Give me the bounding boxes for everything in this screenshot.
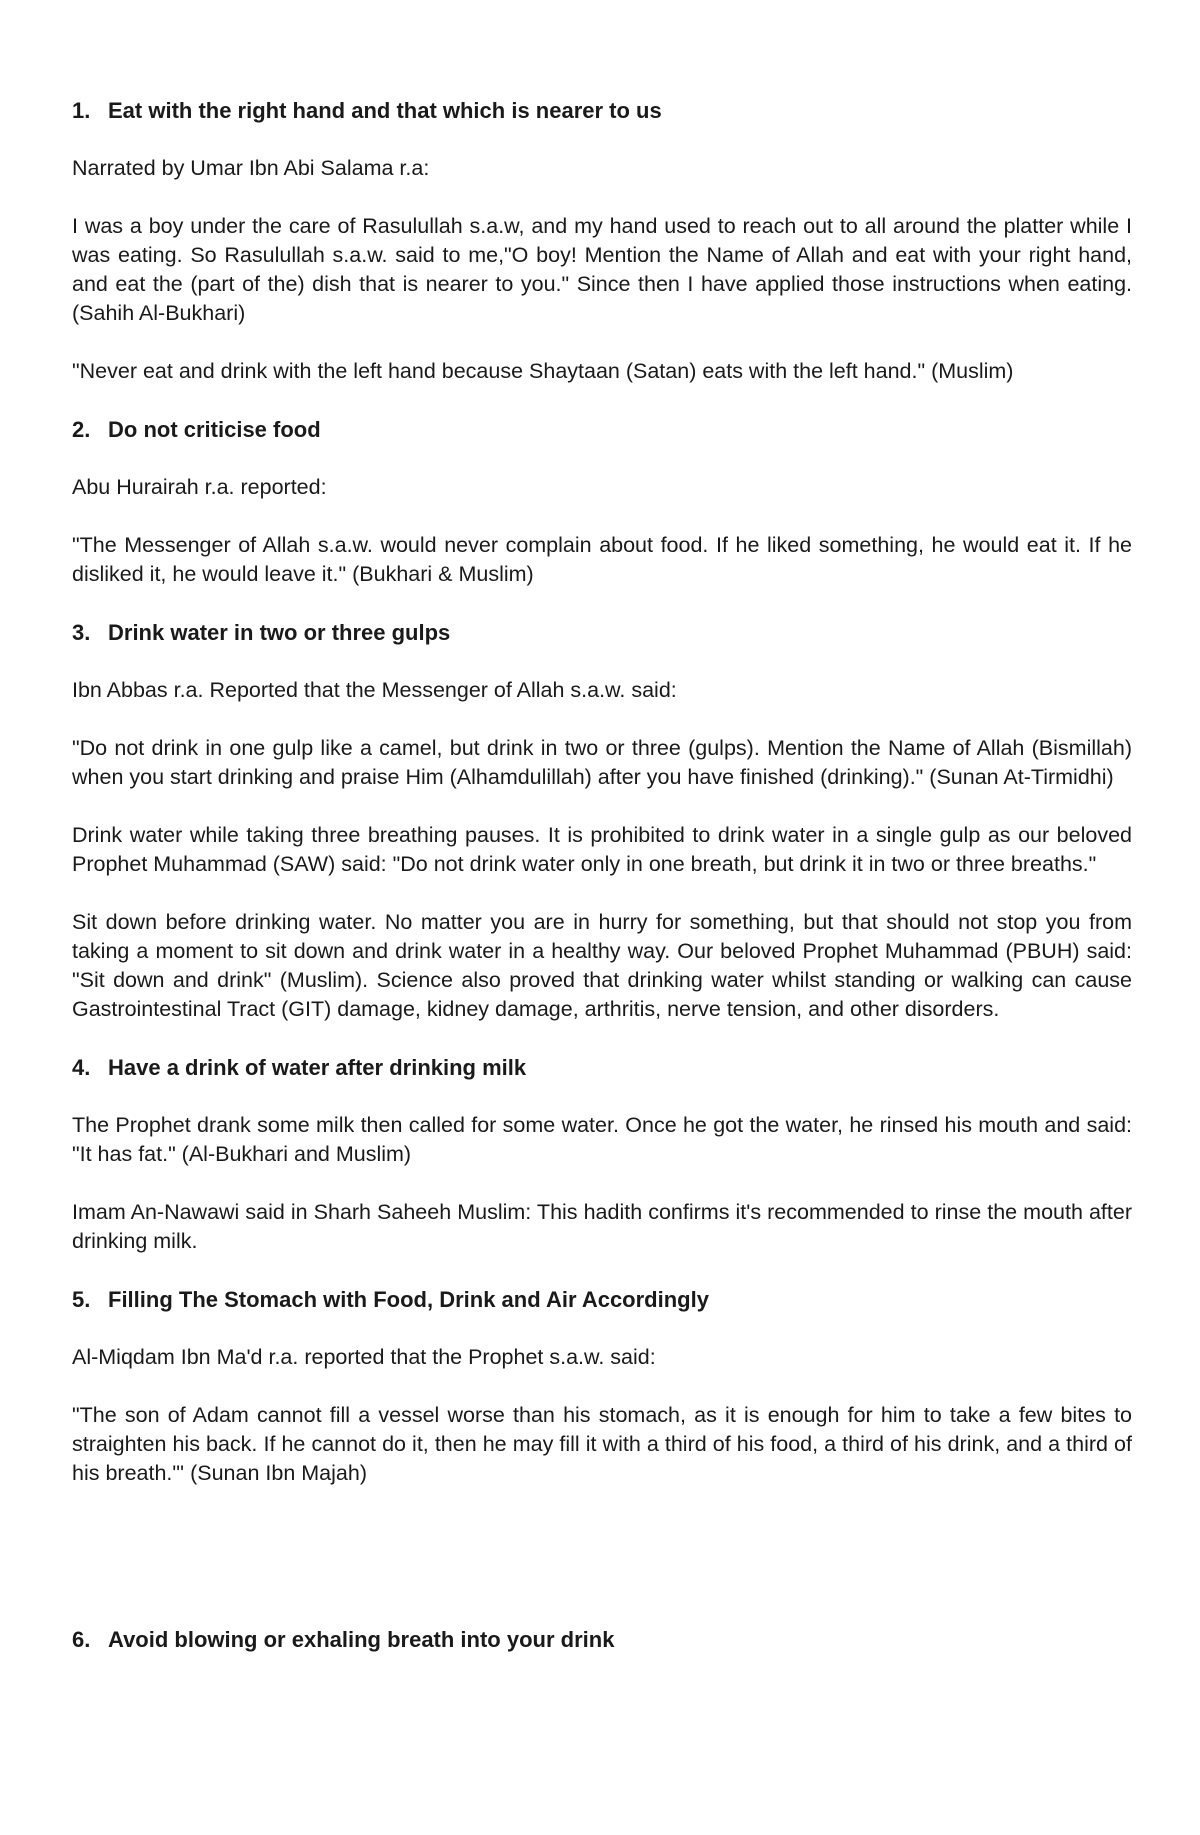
paragraph: Al-Miqdam Ibn Ma'd r.a. reported that the Prophet s.a.w. said: [72,1345,656,1369]
paragraph: "Do not drink in one gulp like a camel, but drink in two or three (gulps). Mention the Name of Allah (Bismillah) when you start drinking and praise Him (Alhamdulillah) after you have finished (drinking)." (Sunan At-Tirmidhi) [72,736,1132,789]
section-title: Avoid blowing or exhaling breath into your drink [108,1627,615,1652]
section-number: 1. [72,98,91,123]
document-page [72,96,1132,1683]
spacer [72,1517,1132,1625]
paragraph: The Prophet drank some milk then called for some water. Once he got the water, he rinsed his mouth and said: "It has fat." (Al-Bukhari and Muslim) [72,1113,1132,1166]
section-title: Eat with the right hand and that which is nearer to us [108,98,662,123]
section-3-heading [72,618,1132,648]
paragraph: "Never eat and drink with the left hand because Shaytaan (Satan) eats with the left hand." (Muslim) [72,359,1014,383]
paragraph: I was a boy under the care of Rasulullah s.a.w, and my hand used to reach out to all around the platter while I was eating. So Rasulullah s.a.w. said to me,"O boy! Mention the Name of Allah and eat with your right hand, and eat the (part of the) dish that is nearer to you." Since then I have applied those instructions when eating. (Sahih Al-Bukhari) [72,214,1132,325]
section-number: 2. [72,417,91,442]
section-title: Have a drink of water after drinking milk [108,1055,527,1080]
section-5-heading [72,1285,1132,1315]
paragraph: Abu Hurairah r.a. reported: [72,475,327,499]
section-2-heading [72,415,1132,445]
paragraph: "The Messenger of Allah s.a.w. would never complain about food. If he liked something, he would eat it. If he disliked it, he would leave it." (Bukhari & Muslim) [72,533,1132,586]
section-number: 5. [72,1287,91,1312]
paragraph: Sit down before drinking water. No matter you are in hurry for something, but that should not stop you from taking a moment to sit down and drink water in a healthy way. Our beloved Prophet Muhammad (PBUH) said: "Sit down and drink" (Muslim). Science also proved that drinking water whilst standing or walking can cause Gastrointestinal Tract (GIT) damage, kidney damage, arthritis, nerve tension, and other disorders. [72,910,1132,1021]
paragraph: Narrated by Umar Ibn Abi Salama r.a: [72,156,430,180]
section-title: Filling The Stomach with Food, Drink and Air Accordingly [108,1287,709,1312]
section-title: Do not criticise food [108,417,321,442]
paragraph: Drink water while taking three breathing pauses. It is prohibited to drink water in a single gulp as our beloved Prophet Muhammad (SAW) said: "Do not drink water only in one breath, but drink it in two or three breaths." [72,823,1132,876]
paragraph: Imam An-Nawawi said in Sharh Saheeh Muslim: This hadith confirms it's recommended to rinse the mouth after drinking milk. [72,1200,1132,1253]
section-6-heading [72,1625,1132,1655]
paragraph: Ibn Abbas r.a. Reported that the Messenger of Allah s.a.w. said: [72,678,677,702]
section-number: 6. [72,1627,91,1652]
section-title: Drink water in two or three gulps [108,620,451,645]
section-number: 4. [72,1055,91,1080]
section-number: 3. [72,620,91,645]
section-1-heading [72,96,1132,126]
section-4-heading [72,1053,1132,1083]
paragraph: "The son of Adam cannot fill a vessel worse than his stomach, as it is enough for him to take a few bites to straighten his back. If he cannot do it, then he may fill it with a third of his food, a third of his drink, and a third of his breath."' (Sunan Ibn Majah) [72,1403,1132,1485]
